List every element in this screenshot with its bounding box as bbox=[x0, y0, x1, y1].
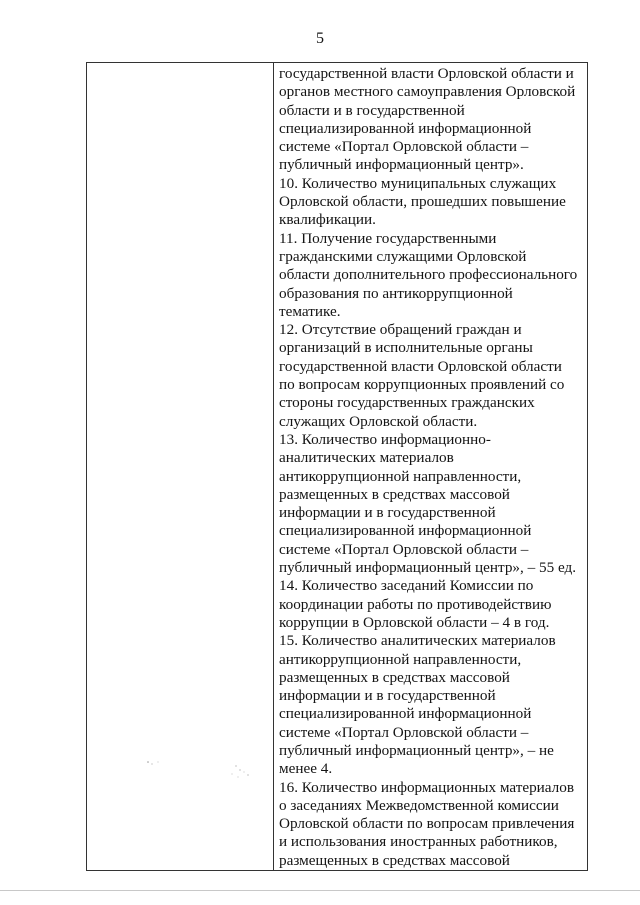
text-line: 13. Количество информационно- bbox=[279, 430, 491, 448]
text-line: Орловской области по вопросам привлечения bbox=[279, 815, 575, 833]
text-line: области дополнительного профессионального bbox=[279, 266, 578, 284]
text-line: информации и в государственной bbox=[279, 504, 496, 522]
text-line: менее 4. bbox=[279, 760, 333, 778]
text-line: публичный информационный центр». bbox=[279, 156, 524, 174]
text-line: антикоррупционной направленности, bbox=[279, 467, 522, 485]
text-line: размещенных в средствах массовой bbox=[279, 668, 510, 686]
scan-noise-marks bbox=[140, 758, 260, 788]
text-line: публичный информационный центр», – не bbox=[279, 741, 554, 759]
text-line: информации и в государственной bbox=[279, 687, 496, 705]
text-line: системе «Портал Орловской области – bbox=[279, 540, 529, 558]
table-cell-left bbox=[87, 63, 274, 871]
text-line: и использования иностранных работников, bbox=[279, 833, 558, 851]
text-line: образования по антикоррупционной bbox=[279, 284, 513, 302]
text-line: тематике. bbox=[279, 302, 341, 320]
text-line: специализированной информационной bbox=[279, 705, 532, 723]
text-line: размещенных в средствах массовой bbox=[279, 851, 510, 869]
text-line: 12. Отсутствие обращений граждан и bbox=[279, 321, 522, 339]
text-line: Орловской области, прошедших повышение bbox=[279, 193, 566, 211]
text-line: коррупции в Орловской области – 4 в год. bbox=[279, 613, 550, 631]
text-line: государственной власти Орловской области и bbox=[279, 65, 574, 82]
text-line: специализированной информационной bbox=[279, 119, 532, 137]
table-cell-right bbox=[274, 63, 588, 871]
text-line: организаций в исполнительные органы bbox=[279, 339, 533, 357]
text-line: системе «Портал Орловской области – bbox=[279, 723, 529, 741]
text-line: государственной власти Орловской области bbox=[279, 357, 562, 375]
left-cell-text bbox=[87, 63, 273, 65]
text-line: служащих Орловской области. bbox=[279, 412, 478, 430]
text-line: о заседаниях Межведомственной комиссии bbox=[279, 796, 559, 814]
text-line: аналитических материалов bbox=[279, 449, 454, 467]
page-number: 5 bbox=[316, 30, 324, 47]
text-line: системе «Портал Орловской области – bbox=[279, 138, 529, 156]
document-table bbox=[86, 62, 588, 871]
text-line: специализированной информационной bbox=[279, 522, 532, 540]
text-line: координации работы по противодействию bbox=[279, 595, 552, 613]
text-line: органов местного самоуправления Орловской bbox=[279, 83, 576, 101]
text-line: области и в государственной bbox=[279, 101, 465, 119]
text-line: квалификации. bbox=[279, 211, 376, 229]
text-line: стороны государственных гражданских bbox=[279, 394, 535, 412]
text-line: 16. Количество информационных материалов bbox=[279, 778, 575, 796]
text-line: 10. Количество муниципальных служащих bbox=[279, 174, 557, 192]
text-line: размещенных в средствах массовой bbox=[279, 485, 510, 503]
text-line: публичный информационный центр», – 55 ед. bbox=[279, 559, 577, 577]
text-line: антикоррупционной направленности, bbox=[279, 650, 522, 668]
table-row bbox=[87, 63, 588, 871]
text-line: 11. Получение государственными bbox=[279, 229, 497, 247]
right-cell-text bbox=[274, 63, 587, 870]
scan-bottom-edge bbox=[0, 890, 640, 891]
text-line: по вопросам коррупционных проявлений со bbox=[279, 376, 565, 394]
text-line: 14. Количество заседаний Комиссии по bbox=[279, 577, 534, 595]
text-line: 15. Количество аналитических материалов bbox=[279, 632, 556, 650]
text-line: гражданскими служащими Орловской bbox=[279, 247, 527, 265]
